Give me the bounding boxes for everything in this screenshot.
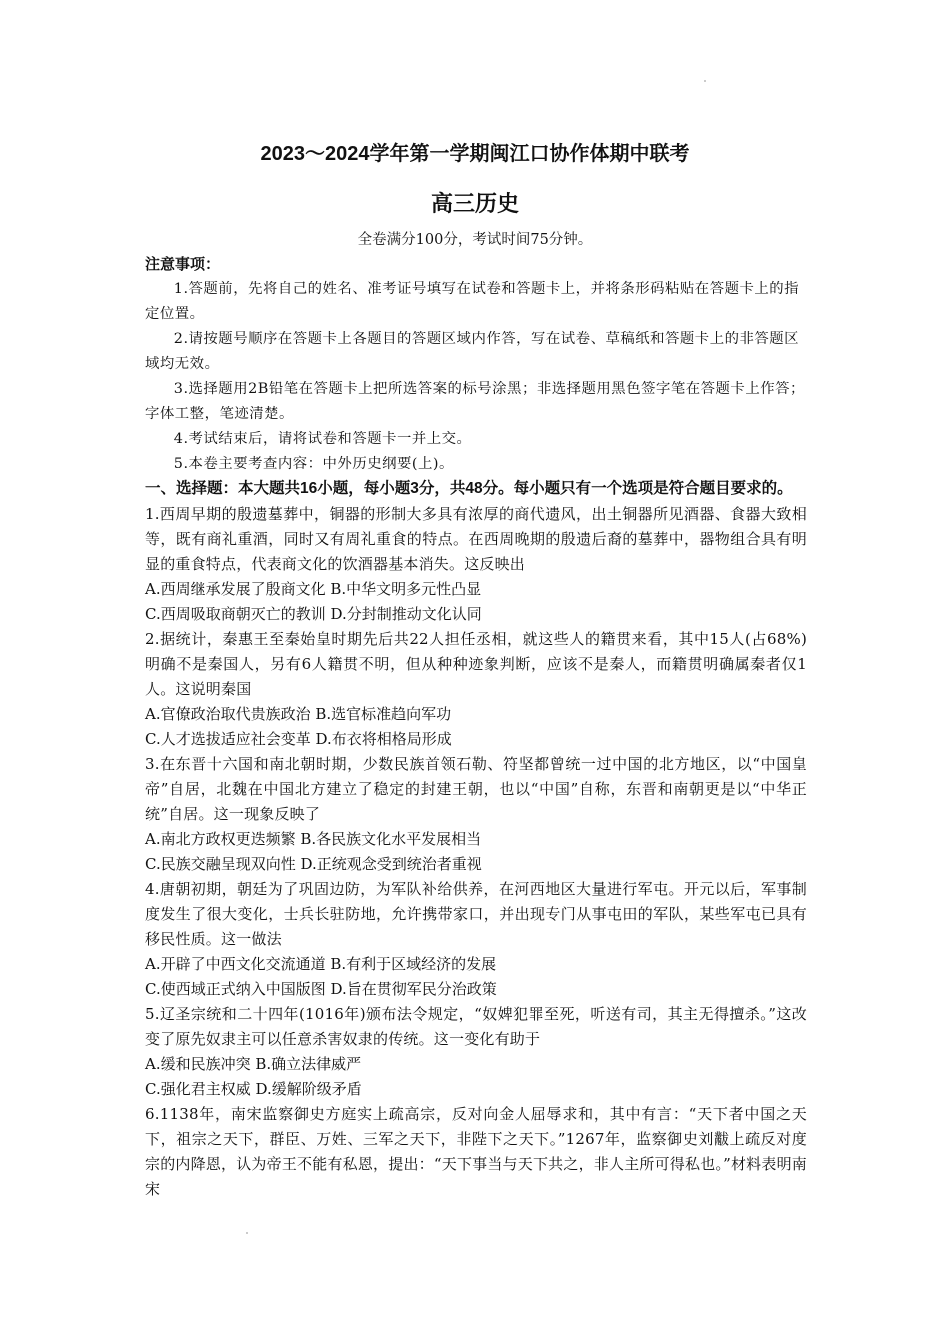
notes-title: 注意事项： bbox=[145, 256, 221, 273]
question-stem: 6.1138年，南宋监察御史方庭实上疏高宗，反对向金人屈辱求和，其中有言：“天下者中国之天下，祖宗之天下，群臣、万姓、三军之天下，非陛下之天下。”1267年，监察御史刘黻上疏反对度宗的内降恩，认为帝王不能有私恩，提出：“天下事当与天下共之，非人主所可得私也。”材料表明南宋 bbox=[145, 1104, 807, 1198]
question-options: A.开辟了中西文化交流通道 B.有利于区域经济的发展 bbox=[145, 954, 497, 973]
question-options: A.西周继承发展了殷商文化 B.中华文明多元性凸显 bbox=[145, 579, 482, 598]
question-2 bbox=[145, 627, 807, 752]
question-5 bbox=[145, 1002, 807, 1102]
question-options: A.缓和民族冲突 B.确立法律威严 bbox=[145, 1054, 362, 1073]
question-options: C.使西域正式纳入中国版图 D.旨在贯彻军民分治政策 bbox=[145, 979, 497, 998]
section-heading: 一、选择题：本大题共16小题，每小题3分，共48分。每小题只有一个选项是符合题目要求的。 bbox=[145, 480, 793, 497]
question-stem: 4.唐朝初期，朝廷为了巩固边防，为军队补给供养，在河西地区大量进行军屯。开元以后，军事制度发生了很大变化，士兵长驻防地，允许携带家口，并出现专门从事屯田的军队，某些军屯已具有移民性质。这一做法 bbox=[145, 879, 807, 948]
note-item: 4.考试结束后，请将试卷和答题卡一并上交。 bbox=[173, 431, 472, 447]
exam-title: 2023～2024学年第一学期闽江口协作体期中联考 bbox=[260, 143, 690, 165]
exam-info: 全卷满分100分，考试时间75分钟。 bbox=[357, 232, 593, 248]
question-options: C.强化君主权威 D.缓解阶级矛盾 bbox=[145, 1079, 362, 1098]
subject-title: 高三历史 bbox=[430, 191, 519, 216]
question-options: A.南北方政权更迭频繁 B.各民族文化水平发展相当 bbox=[145, 829, 482, 848]
note-item: 1.答题前，先将自己的姓名、准考证号填写在试卷和答题卡上，并将条形码粘贴在答题卡上的指定位置。 bbox=[145, 281, 800, 322]
note-item: 5.本卷主要考查内容：中外历史纲要(上)。 bbox=[173, 456, 454, 472]
question-options: C.西周吸取商朝灭亡的教训 D.分封制推动文化认同 bbox=[145, 604, 482, 623]
question-6 bbox=[145, 1102, 807, 1202]
question-options: A.官僚政治取代贵族政治 B.选官标准趋向军功 bbox=[145, 704, 452, 723]
question-1 bbox=[145, 502, 807, 627]
question-stem: 3.在东晋十六国和南北朝时期，少数民族首领石勒、符坚都曾统一过中国的北方地区，以“中国皇帝”自居，北魏在中国北方建立了稳定的封建王朝，也以“中国”自称，东晋和南朝更是以“中华正统”自居。这一现象反映了 bbox=[145, 754, 807, 823]
scan-dot-top bbox=[704, 80, 706, 82]
note-item: 2.请按题号顺序在答题卡上各题目的答题区域内作答，写在试卷、草稿纸和答题卡上的非答题区域均无效。 bbox=[145, 331, 800, 372]
scan-dot-bottom bbox=[246, 1232, 248, 1234]
note-item: 3.选择题用2B铅笔在答题卡上把所选答案的标号涂黑；非选择题用黑色签字笔在答题卡上作答；字体工整，笔迹清楚。 bbox=[145, 381, 805, 422]
question-options: C.民族交融呈现双向性 D.正统观念受到统治者重视 bbox=[145, 854, 482, 873]
question-stem: 1.西周早期的殷遗墓葬中，铜器的形制大多具有浓厚的商代遗风，出土铜器所见酒器、食器大致相等，既有商礼重酒，同时又有周礼重食的特点。在西周晚期的殷遗后裔的墓葬中，器物组合具有明显的重食特点，代表商文化的饮酒器基本消失。这反映出 bbox=[145, 504, 807, 573]
question-4 bbox=[145, 877, 807, 1002]
question-3 bbox=[145, 752, 807, 877]
question-options: C.人才选拔适应社会变革 D.布衣将相格局形成 bbox=[145, 729, 452, 748]
question-stem: 2.据统计，秦惠王至秦始皇时期先后共22人担任丞相，就这些人的籍贯来看，其中15人(占68%)明确不是秦国人，另有6人籍贯不明，但从种种迹象判断，应该不是秦人，而籍贯明确属秦者仅1人。这说明秦国 bbox=[145, 629, 807, 698]
question-stem: 5.辽圣宗统和二十四年(1016年)颁布法令规定，“奴婢犯罪至死，听送有司，其主无得擅杀。”这改变了原先奴隶主可以任意杀害奴隶的传统。这一变化有助于 bbox=[145, 1004, 807, 1048]
exam-body bbox=[145, 252, 807, 1202]
